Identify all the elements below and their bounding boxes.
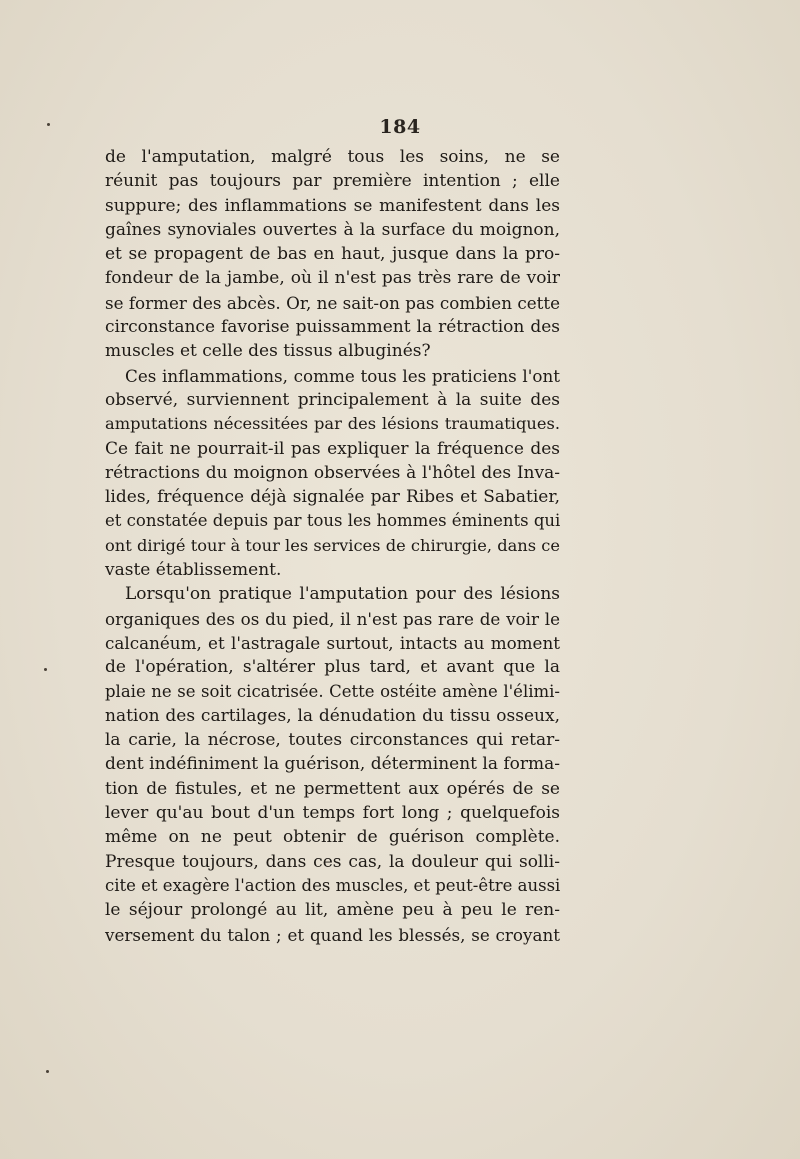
text-line: la carie, la nécrose, toutes circonstances qui retar- — [105, 730, 560, 751]
text-line: le séjour prolongé au lit, amène peu à peu le ren- — [105, 900, 560, 921]
text-line: calcanéum, et l'astragale surtout, intacts au moment — [105, 632, 560, 653]
text-line: se former des abcès. Or, ne sait-on pas combien cette — [105, 292, 560, 313]
text-line: vaste établissement. — [105, 560, 282, 581]
text-line: Lorsqu'on pratique l'amputation pour des lésions — [125, 584, 560, 605]
text-line: lides, fréquence déjà signalée par Ribes et Sabatier, — [105, 487, 560, 508]
text-line: ont dirigé tour à tour les services de chirurgie, dans ce — [105, 535, 560, 555]
text-line: observé, surviennent principalement à la suite des — [105, 389, 560, 410]
body-text — [105, 145, 560, 947]
text-line: de l'amputation, malgré tous les soins, ne se — [105, 147, 560, 167]
paper-speck — [44, 668, 47, 671]
paper-speck — [47, 123, 50, 126]
text-line: suppure; des inflammations se manifestent dans les — [105, 195, 560, 216]
paper-speck — [46, 1070, 49, 1073]
text-line: fondeur de la jambe, où il n'est pas très rare de voir — [105, 268, 560, 289]
text-line: lever qu'au bout d'un temps fort long ; quelquefois — [105, 803, 560, 824]
text-line: versement du talon ; et quand les blessés, se croyant — [105, 924, 560, 945]
text-line: rétractions du moignon observées à l'hôtel des Inva- — [105, 462, 560, 483]
text-line: dent indéfiniment la guérison, déterminent la forma- — [105, 754, 561, 775]
text-line: gaînes synoviales ouvertes à la surface du moignon, — [105, 219, 560, 240]
text-line: Ces inflammations, comme tous les praticiens l'ont — [125, 365, 560, 386]
text-line: cite et exagère l'action des muscles, et peut-être aussi — [105, 875, 561, 895]
text-line: et se propagent de bas en haut, jusque dans la pro- — [105, 244, 560, 265]
text-line: et constatée depuis par tous les hommes éminents qui — [105, 511, 561, 531]
text-line: de l'opération, s'altérer plus tard, et avant que la — [105, 657, 560, 678]
text-line: organiques des os du pied, il n'est pas rare de voir le — [105, 608, 560, 629]
text-line: Ce fait ne pourrait-il pas expliquer la fréquence des — [105, 438, 560, 459]
text-line: plaie ne se soit cicatrisée. Cette ostéite amène l'élimi- — [105, 681, 560, 701]
text-line: réunit pas toujours par première intention ; elle — [105, 171, 560, 192]
text-line: même on ne peut obtenir de guérison complète. — [105, 827, 560, 848]
text-line: Presque toujours, dans ces cas, la douleur qui solli- — [105, 851, 560, 872]
text-line: amputations nécessitées par des lésions traumatiques. — [105, 414, 560, 434]
page-number: 184 — [379, 116, 421, 138]
text-line: circonstance favorise puissamment la rétraction des — [105, 317, 560, 338]
text-line: tion de fistules, et ne permettent aux opérés de se — [105, 778, 560, 799]
text-line: nation des cartilages, la dénudation du tissu osseux, — [105, 705, 560, 726]
text-line: muscles et celle des tissus albuginés? — [105, 341, 431, 362]
